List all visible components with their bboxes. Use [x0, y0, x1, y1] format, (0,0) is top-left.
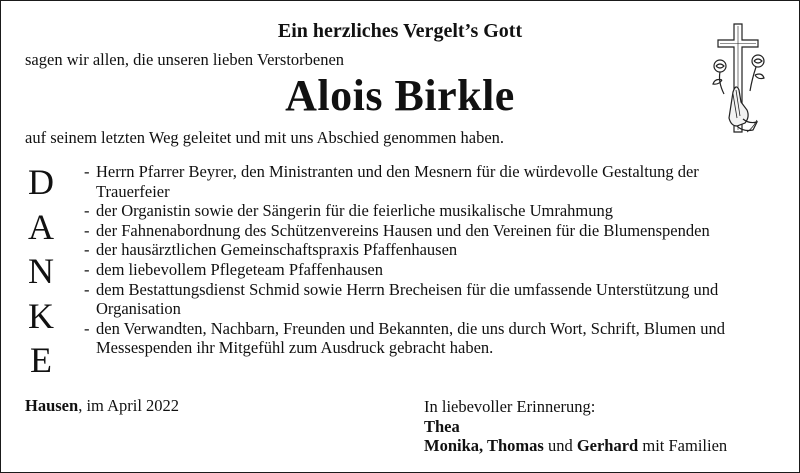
thanks-list [84, 162, 774, 358]
deceased-name: Alois Birkle [285, 71, 515, 120]
headline: Ein herzliches Vergelt’s Gott [277, 20, 523, 42]
thanks-item-text: der Fahnenabordnung des Schützenvereins Hausen und den Vereinen für die Blumenspenden [96, 220, 710, 240]
thanks-item [84, 260, 774, 280]
list-dash: - [84, 220, 90, 240]
list-dash: - [84, 201, 90, 221]
list-dash: - [84, 318, 90, 338]
signature-intro: In liebevoller Erinnerung: [424, 397, 596, 416]
thanks-item [84, 240, 774, 260]
danke-acrostic [24, 160, 58, 383]
signature-connector: und [543, 436, 577, 456]
signature-block [424, 397, 727, 456]
thanks-item [84, 162, 774, 201]
list-dash: - [84, 162, 90, 181]
thanks-item-text: den Verwandten, Nachbarn, Freunden und Bekannten, die uns durch Wort, Schrift, Blumen und Messespenden ihr Mitgefühl zum Ausdruck gebracht haben. [96, 318, 726, 358]
thanks-item-text: dem liebevollem Pflegeteam Pfaffenhausen [96, 259, 383, 279]
danke-letter: N [28, 251, 54, 291]
danke-letter: E [30, 340, 52, 380]
signature-families [424, 436, 727, 456]
thanks-item-text: der Organistin sowie der Sängerin für die feierliche musikalische Umrahmung [96, 201, 614, 221]
intro-text: sagen wir allen, die unseren lieben Verstorbenen [25, 50, 345, 69]
list-dash: - [84, 240, 90, 260]
thanks-item-text: Herrn Pfarrer Beyrer, den Ministranten und den Mesnern für die würdevolle Gestaltung der Trauerfeier [96, 162, 699, 201]
thanks-item [84, 280, 774, 319]
thanks-item-text: der hausärztlichen Gemeinschaftspraxis Pfaffenhausen [96, 240, 458, 260]
thanks-item [84, 221, 774, 241]
thanks-item-text: dem Bestattungsdienst Schmid sowie Herrn Brecheisen für die umfassende Unterstützung und Organisation [96, 279, 719, 319]
signature-name: Monika, Thomas [424, 436, 544, 456]
signature-name: Gerhard [576, 436, 639, 456]
outro-text: auf seinem letzten Weg geleitet und mit uns Abschied genommen haben. [25, 128, 505, 147]
list-dash: - [84, 259, 90, 279]
thanks-item [84, 319, 774, 358]
place: Hausen [25, 396, 79, 415]
list-dash: - [84, 279, 90, 299]
thanks-item [84, 201, 774, 221]
date: , im April 2022 [78, 396, 180, 415]
signature-name: Thea [424, 416, 460, 436]
danke-letter: K [28, 295, 54, 336]
signature-suffix: mit Familien [638, 436, 728, 456]
place-and-date [25, 396, 179, 416]
danke-letter: D [28, 162, 54, 202]
danke-letter: A [28, 206, 54, 247]
cross-with-praying-hands-and-roses-icon [703, 20, 775, 142]
